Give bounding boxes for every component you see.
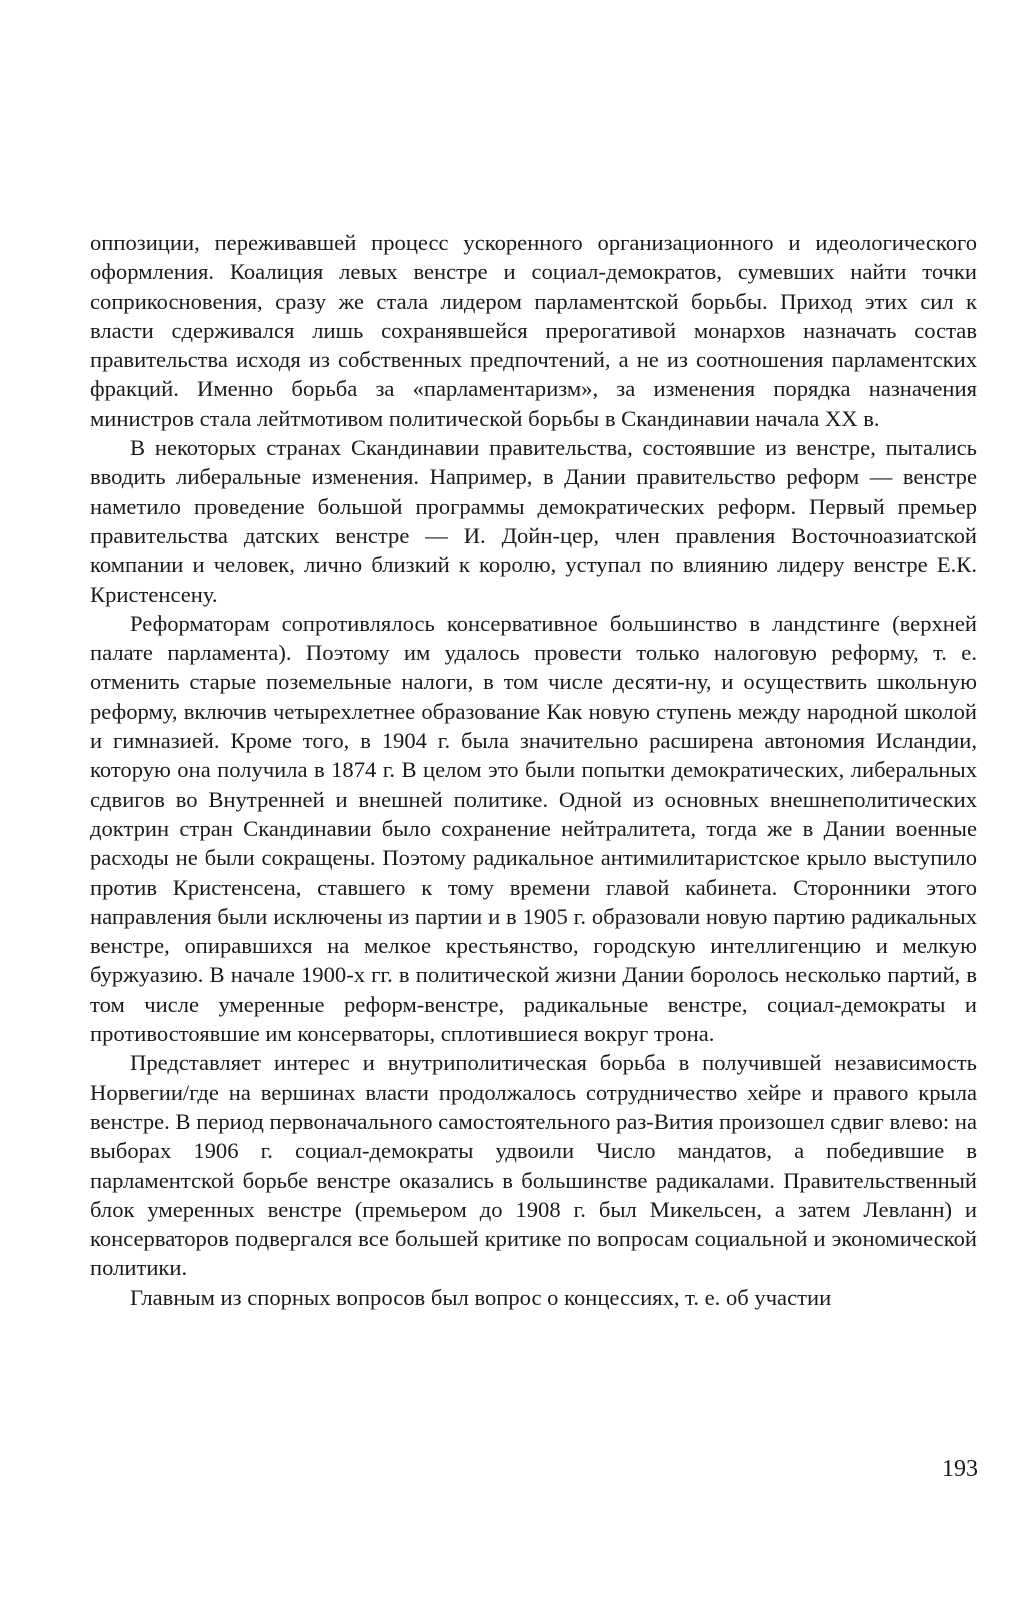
body-text [90, 228, 977, 1312]
paragraph-5: Главным из спорных вопросов был вопрос о концессиях, т. е. об участии [130, 1284, 832, 1310]
page-number: 193 [942, 1456, 978, 1482]
paragraph-3: Реформаторам сопротивлялось консервативное большинство в ландстинге (верхней палате парламента). Поэтому им удалось провести только налоговую реформу, т. е. отменить старые поземельные налоги, в том числе десяти-ну, и осуществить школьную реформу, включив четырехлетнее образование Как новую ступень между народной школой и гимназией. Кроме того, в 1904 г. была значительно расширена автономия Исландии, которую она получила в 1874 г. В целом это были попытки демократических, либеральных сдвигов во Внутренней и внешней политике. Одной из основных внешнеполитических доктрин стран Скандинавии было сохранение нейтралитета, тогда же в Дании военные расходы не были сокращены. Поэтому радикальное антимилитаристское крыло выступило против Кристенсена, ставшего к тому времени главой кабинета. Сторонники этого направления были исключены из партии и в 1905 г. образовали новую партию радикальных венстре, опиравшихся на мелкое крестьянство, городскую интеллигенцию и мелкую буржуазию. В начале 1900-х гг. в политической жизни Дании боролось несколько партий, в том числе умеренные реформ-венстре, радикальные венстре, социал-демократы и противостоявшие им консерваторы, сплотившиеся вокруг трона. [90, 610, 977, 1047]
paragraph-1: оппозиции, переживавшей процесс ускоренного организационного и идеологического оформления. Коалиция левых венстре и социал-демократов, сумевших найти точки соприкосновения, сразу же стала лидером парламентской борьбы. Приход этих сил к власти сдерживался лишь сохранявшейся прерогативой монархов назначать состав правительства исходя из собственных предпочтений, а не из соотношения парламентских фракций. Именно борьба за «парламентаризм», за изменения порядка назначения министров стала лейтмотивом политической борьбы в Скандинавии начала XX в. [90, 230, 977, 431]
paragraph-4: Представляет интерес и внутриполитическая борьба в получившей независимость Норвегии/где на вершинах власти продолжалось сотрудничество хейре и правого крыла венстре. В период первоначального самостоятельного раз-Вития произошел сдвиг влево: на выборах 1906 г. социал-демократы удвоили Число мандатов, а победившие в парламентской борьбе венстре оказались в большинстве радикалами. Правительственный блок умеренных венстре (премьером до 1908 г. был Микельсен, а затем Левланн) и консерваторов подвергался все большей критике по вопросам социальной и экономической политики. [90, 1050, 977, 1281]
paragraph-2: В некоторых странах Скандинавии правительства, состоявшие из венстре, пытались вводить либеральные изменения. Например, в Дании правительство реформ — венстре наметило проведение большой программы демократических реформ. Первый премьер правительства датских венстре — И. Дойн-цер, член правления Восточноазиатской компании и человек, лично близкий к королю, уступал по влиянию лидеру венстре Е.К. Кристенсену. [90, 435, 977, 607]
